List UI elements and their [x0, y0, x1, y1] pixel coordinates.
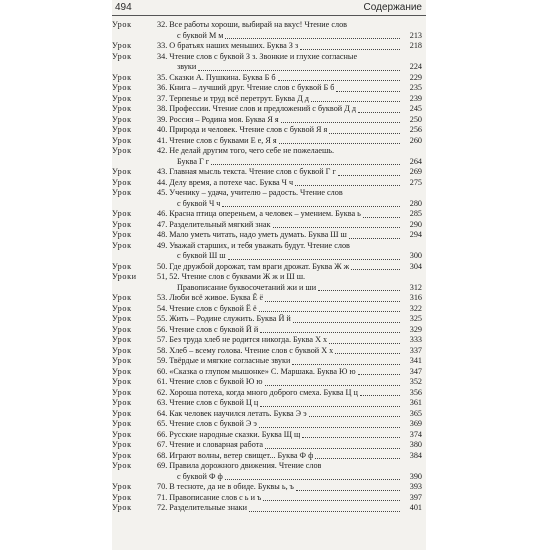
toc-entry: [112, 430, 426, 441]
entry-title: 62. Хороша потеха, когда много доброго смеха. Буква Ц ц: [157, 387, 358, 397]
lesson-label: Урок: [112, 492, 132, 502]
entry-page-number: 390: [409, 471, 422, 481]
lesson-label: Урок: [112, 230, 132, 239]
entry-title: 37. Терпенье и труд всё перетрут. Буква Д д: [157, 93, 309, 103]
entry-title: 38. Профессии. Чтение слов и предложений с буквой Д д: [157, 104, 357, 113]
toc-entry: [112, 388, 426, 399]
lesson-label: Урок: [112, 125, 132, 134]
dot-leader: [360, 395, 400, 396]
entry-page-number: 213: [409, 30, 422, 40]
toc-entry: [112, 241, 426, 252]
toc-entry: [112, 104, 426, 115]
toc-entry: [112, 262, 426, 273]
entry-title: 36. Книга – лучший друг. Чтение слов с буквой Б б: [157, 83, 335, 92]
entry-title: 48. Мало уметь читать, надо уметь думать. Буква Ш ш: [157, 230, 347, 239]
entry-page-number: 397: [409, 492, 422, 502]
lesson-label: Урок: [112, 41, 132, 50]
toc-entry: [112, 199, 426, 210]
lesson-label: Урок: [112, 104, 132, 113]
dot-leader: [278, 80, 400, 81]
entry-page-number: 356: [409, 387, 422, 397]
toc-entry: [112, 398, 426, 409]
entry-title: 53. Люби всё живое. Буква Ё ё: [157, 293, 264, 302]
header-rule: [112, 15, 426, 16]
entry-title: 59. Твёрдые и мягкие согласные звуки: [157, 356, 291, 365]
dot-leader: [198, 70, 400, 71]
entry-title: 70. В тесноте, да не в обиде. Буквы ь, ъ: [157, 482, 294, 491]
entry-title: 68. Играют волны, ветер свищет... Буква Ф ф: [157, 450, 314, 460]
entry-page-number: 269: [409, 167, 422, 176]
lesson-label: Урок: [112, 356, 132, 365]
lesson-label: Урок: [112, 293, 132, 302]
entry-page-number: 275: [409, 177, 422, 187]
dot-leader: [349, 238, 400, 239]
dot-leader: [336, 91, 400, 92]
dot-leader: [311, 101, 400, 102]
entry-title: 67. Чтение и словарная работа: [157, 440, 264, 449]
entry-page-number: 300: [409, 251, 422, 260]
toc-entry: [112, 451, 426, 462]
entry-page-number: 224: [409, 62, 422, 71]
lesson-label: Урок: [112, 209, 132, 218]
dot-leader: [279, 143, 400, 144]
dot-leader: [293, 322, 400, 323]
toc-entry: [112, 31, 426, 42]
dot-leader: [265, 448, 400, 449]
toc-entry: [112, 83, 426, 94]
entry-title: Правописание буквосочетаний жи и ши: [177, 282, 317, 292]
entry-title: 56. Чтение слов с буквой Й й: [157, 324, 259, 334]
dot-leader: [211, 164, 400, 165]
dot-leader: [302, 437, 400, 438]
toc-entry: [112, 167, 426, 178]
entry-page-number: 235: [409, 83, 422, 92]
entry-title: 69. Правила дорожного движения. Чтение слов: [157, 461, 322, 470]
entry-title: 64. Как человек научился летать. Буква Э э: [157, 408, 307, 418]
entry-title: 55. Жить – Родине служить. Буква Й й: [157, 314, 291, 323]
dot-leader: [329, 133, 400, 134]
entry-title: с буквой Ш ш: [177, 251, 226, 260]
entry-page-number: 322: [409, 303, 422, 313]
dot-leader: [363, 217, 400, 218]
lesson-label: Урок: [112, 450, 132, 460]
lesson-label: Урок: [112, 51, 132, 61]
dot-leader: [296, 490, 400, 491]
dot-leader: [260, 332, 400, 333]
entry-page-number: 250: [409, 114, 422, 124]
dot-leader: [222, 206, 400, 207]
entry-title: 44. Делу время, а потехе час. Буква Ч ч: [157, 177, 294, 187]
lesson-label: Урок: [112, 419, 132, 428]
lesson-label: Урок: [112, 408, 132, 418]
lesson-label: Урок: [112, 366, 132, 376]
entry-title: с буквой Ф ф: [177, 471, 223, 481]
lesson-label: Урок: [112, 335, 132, 344]
dot-leader: [265, 385, 400, 386]
entry-title: 66. Русские народные сказки. Буква Щ щ: [157, 429, 301, 439]
lesson-label: Урок: [112, 398, 132, 407]
dot-leader: [260, 406, 400, 407]
lesson-label: Уроки: [112, 272, 137, 281]
entry-title: 42. Не делай другим того, чего себе не пожелаешь.: [157, 146, 335, 155]
dot-leader: [292, 364, 400, 365]
entry-title: 54. Чтение слов с буквой Ё ё: [157, 303, 257, 313]
entry-page-number: 325: [409, 314, 422, 323]
entry-title: 47. Разделительный мягкий знак: [157, 219, 271, 229]
entry-page-number: 256: [409, 125, 422, 134]
toc-entry: [112, 293, 426, 304]
entry-title: 58. Хлеб – всему голова. Чтение слов с буквой Х х: [157, 345, 334, 355]
entry-page-number: 294: [409, 230, 422, 239]
entry-page-number: 312: [409, 282, 422, 292]
toc-entry: [112, 272, 426, 283]
entry-page-number: 290: [409, 219, 422, 229]
toc-entry: [112, 52, 426, 63]
running-title: Содержание: [363, 2, 422, 13]
dot-leader: [263, 500, 400, 501]
lesson-label: Урок: [112, 177, 132, 187]
entry-title: 61. Чтение слов с буквой Ю ю: [157, 377, 263, 386]
entry-page-number: 393: [409, 482, 422, 491]
entry-page-number: 239: [409, 93, 422, 103]
toc-entry: [112, 314, 426, 325]
entry-page-number: 229: [409, 72, 422, 82]
dot-leader: [228, 259, 400, 260]
lesson-label: Урок: [112, 387, 132, 397]
lesson-label: Урок: [112, 93, 132, 103]
entry-page-number: 401: [409, 503, 422, 512]
toc-entry: [112, 94, 426, 105]
entry-page-number: 369: [409, 419, 422, 428]
entry-page-number: 260: [409, 135, 422, 145]
entry-title: 35. Сказки А. Пушкина. Буква Б б: [157, 72, 276, 82]
toc-entry: [112, 493, 426, 504]
dot-leader: [358, 112, 400, 113]
entry-page-number: 337: [409, 345, 422, 355]
entry-title: 57. Без труда хлеб не родится никогда. Буква Х х: [157, 335, 328, 344]
entry-title: 65. Чтение слов с буквой Э э: [157, 419, 257, 428]
toc-entry: [112, 41, 426, 52]
entry-page-number: 333: [409, 335, 422, 344]
entry-title: 39. Россия – Родина моя. Буква Я я: [157, 114, 279, 124]
dot-leader: [351, 269, 400, 270]
toc-entry: [112, 220, 426, 231]
toc-entry: [112, 188, 426, 199]
toc-entry: [112, 136, 426, 147]
lesson-label: Урок: [112, 324, 132, 334]
lesson-label: Урок: [112, 240, 132, 250]
entry-title: 49. Уважай старших, и тебя уважать будут. Чтение слов: [157, 240, 350, 250]
toc-entry: [112, 409, 426, 420]
lesson-label: Урок: [112, 429, 132, 439]
dot-leader: [300, 49, 400, 50]
entry-page-number: 352: [409, 377, 422, 386]
entry-title: 34. Чтение слов с буквой З з. Звонкие и глухие согласные: [157, 51, 358, 61]
lesson-label: Урок: [112, 188, 132, 197]
lesson-label: Урок: [112, 20, 132, 29]
entry-page-number: 304: [409, 261, 422, 271]
entry-title: Буква Г г: [177, 156, 210, 166]
dot-leader: [318, 290, 400, 291]
dot-leader: [273, 227, 401, 228]
entry-title: 43. Главная мысль текста. Чтение слов с буквой Г г: [157, 167, 336, 176]
table-of-contents: [112, 20, 426, 514]
toc-entry: [112, 503, 426, 514]
toc-entry: [112, 461, 426, 472]
dot-leader: [309, 416, 400, 417]
entry-page-number: 384: [409, 450, 422, 460]
dot-leader: [225, 38, 400, 39]
entry-title: 71. Правописание слов с ь и ъ: [157, 492, 262, 502]
toc-entry: [112, 230, 426, 241]
lesson-label: Урок: [112, 461, 132, 470]
entry-title: с буквой Ч ч: [177, 198, 221, 208]
lesson-label: Урок: [112, 440, 132, 449]
lesson-label: Урок: [112, 114, 132, 124]
entry-page-number: 341: [409, 356, 422, 365]
dot-leader: [259, 311, 400, 312]
entry-title: 40. Природа и человек. Чтение слов с буквой Я я: [157, 125, 328, 134]
toc-entry: [112, 178, 426, 189]
entry-page-number: 380: [409, 440, 422, 449]
toc-entry: [112, 209, 426, 220]
toc-entry: [112, 73, 426, 84]
dot-leader: [265, 301, 400, 302]
toc-entry: [112, 20, 426, 31]
entry-page-number: 218: [409, 41, 422, 50]
toc-entry: [112, 157, 426, 168]
dot-leader: [259, 427, 400, 428]
lesson-label: Урок: [112, 83, 132, 92]
dot-leader: [249, 511, 400, 512]
entry-title: 63. Чтение слов с буквой Ц ц: [157, 398, 259, 407]
dot-leader: [225, 479, 400, 480]
toc-entry: [112, 377, 426, 388]
entry-title: 51, 52. Чтение слов с буквами Ж ж и Ш ш.: [157, 272, 306, 281]
entry-page-number: 264: [409, 156, 422, 166]
lesson-label: Урок: [112, 167, 132, 176]
entry-title: 50. Где дружбой дорожат, там враги дрожат. Буква Ж ж: [157, 261, 350, 271]
entry-page-number: 316: [409, 293, 422, 302]
toc-entry: [112, 125, 426, 136]
toc-entry: [112, 115, 426, 126]
entry-page-number: 365: [409, 408, 422, 418]
toc-entry: [112, 304, 426, 315]
lesson-label: Урок: [112, 146, 132, 155]
dot-leader: [329, 343, 400, 344]
dot-leader: [295, 185, 400, 186]
lesson-label: Урок: [112, 135, 132, 145]
dot-leader: [335, 353, 400, 354]
entry-title: 32. Все работы хороши, выбирай на вкус! Чтение слов: [157, 20, 348, 29]
entry-title: с буквой М м: [177, 30, 224, 40]
entry-page-number: 374: [409, 429, 422, 439]
toc-entry: [112, 472, 426, 483]
entry-title: звуки: [177, 62, 197, 71]
entry-page-number: 245: [409, 104, 422, 113]
toc-entry: [112, 251, 426, 262]
dot-leader: [281, 122, 400, 123]
toc-entry: [112, 62, 426, 73]
entry-title: 60. «Сказка о глупом мышонке» С. Маршака. Буква Ю ю: [157, 366, 356, 376]
lesson-label: Урок: [112, 503, 132, 512]
lesson-label: Урок: [112, 219, 132, 229]
lesson-label: Урок: [112, 377, 132, 386]
page-number: 494: [115, 2, 132, 13]
toc-entry: [112, 346, 426, 357]
lesson-label: Урок: [112, 314, 132, 323]
entry-title: 72. Разделительные знаки: [157, 503, 248, 512]
running-header: [112, 2, 426, 16]
toc-entry: [112, 335, 426, 346]
lesson-label: Урок: [112, 482, 132, 491]
entry-page-number: 285: [409, 209, 422, 218]
toc-entry: [112, 283, 426, 294]
entry-page-number: 329: [409, 324, 422, 334]
lesson-label: Урок: [112, 261, 132, 271]
toc-entry: [112, 356, 426, 367]
lesson-label: Урок: [112, 303, 132, 313]
dot-leader: [338, 175, 400, 176]
entry-title: 41. Чтение слов с буквами Е е, Я я: [157, 135, 277, 145]
toc-entry: [112, 325, 426, 336]
lesson-label: Урок: [112, 345, 132, 355]
toc-entry: [112, 419, 426, 430]
entry-page-number: 361: [409, 398, 422, 407]
entry-page-number: 347: [409, 366, 422, 376]
toc-entry: [112, 440, 426, 451]
lesson-label: Урок: [112, 72, 132, 82]
toc-entry: [112, 482, 426, 493]
toc-entry: [112, 146, 426, 157]
entry-title: 33. О братьях наших меньших. Буква З з: [157, 41, 299, 50]
book-page: [112, 0, 426, 550]
entry-page-number: 280: [409, 198, 422, 208]
toc-entry: [112, 367, 426, 378]
dot-leader: [315, 458, 400, 459]
entry-title: 45. Ученику – удача, учителю – радость. Чтение слов: [157, 188, 343, 197]
entry-title: 46. Красна птица опереньем, а человек – умением. Буква ь: [157, 209, 361, 218]
dot-leader: [358, 374, 400, 375]
